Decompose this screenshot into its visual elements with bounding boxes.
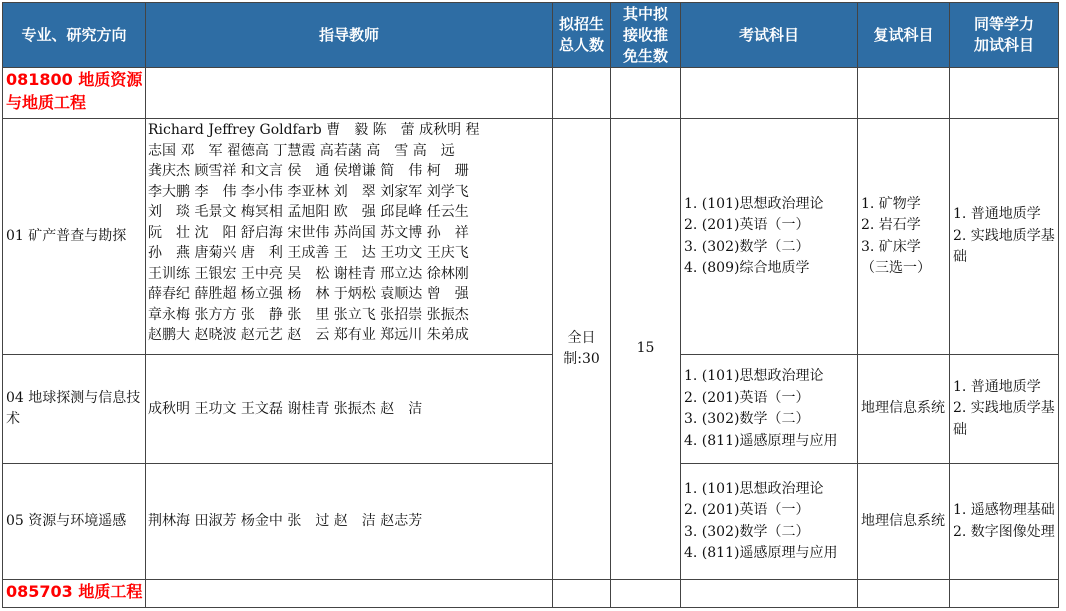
extra-item: 1. 遥感物理基础 — [953, 502, 1055, 518]
advisor-line: 赵鹏大 赵晓波 赵元艺 赵 云 郑有业 郑远川 朱弟成 — [148, 327, 469, 343]
advisors-cell — [146, 355, 553, 464]
exam-cell — [681, 119, 858, 355]
advisor-line: 志国 邓 军 翟德高 丁慧霞 高若菡 高 雪 高 远 — [148, 142, 455, 159]
advisor-line: Richard Jeffrey Goldfarb 曹 毅 陈 蕾 成秋明 程 — [148, 122, 480, 138]
header-extra: 同等学力 加试科目 — [950, 3, 1059, 68]
extra-item: 1. 普通地质学 — [953, 378, 1041, 395]
exam-item: 1. (101)思想政治理论 — [684, 480, 824, 497]
retest-cell — [858, 119, 950, 355]
table-row — [3, 355, 1059, 464]
extra-item: 2. 实践地质学基础 — [953, 400, 1055, 438]
advisor-line: 刘 琰 毛景文 梅冥相 孟旭阳 欧 强 邱昆峰 任云生 — [148, 204, 469, 220]
advisor-line: 王训练 王银宏 王中亮 吴 松 谢桂青 邢立达 徐林刚 — [148, 265, 469, 282]
exam-item: 2. (201)英语（一） — [684, 389, 810, 406]
advisor-line: 章永梅 张方方 张 静 张 里 张立飞 张招崇 张振杰 — [148, 306, 469, 323]
advisor-line: 龚庆杰 顾雪祥 和文言 侯 通 侯增谦 简 伟 柯 珊 — [148, 163, 469, 179]
extra-item: 1. 普通地质学 — [953, 206, 1041, 223]
direction-cell: 04 地球探测与信息技术 — [3, 355, 146, 464]
exam-item: 3. (302)数学（二） — [684, 523, 810, 540]
extra-item: 2. 实践地质学基础 — [953, 227, 1055, 266]
direction-cell: 05 资源与环境遥感 — [3, 464, 146, 580]
section-title: 081800 地质资源与地质工程 — [3, 68, 146, 119]
retest-item: 3. 矿床学 — [861, 238, 921, 255]
table-row — [3, 464, 1059, 580]
exam-item: 2. (201)英语（一） — [684, 217, 810, 233]
advisor-line: 薛春纪 薛胜超 杨立强 杨 林 于炳松 袁顺达 曾 强 — [148, 286, 469, 302]
header-advisors: 指导教师 — [146, 3, 553, 68]
table-row — [3, 119, 1059, 355]
retest-item: 地理信息系统 — [861, 400, 945, 417]
advisors-cell — [146, 119, 553, 355]
header-major: 专业、研究方向 — [3, 3, 146, 68]
table-header-row — [3, 3, 1059, 68]
advisor-line: 荆林海 田淑芳 杨金中 张 过 赵 洁 赵志芳 — [148, 513, 423, 530]
exam-item: 4. (811)遥感原理与应用 — [684, 545, 838, 561]
advisors-cell — [146, 464, 553, 580]
section-row-081800 — [3, 68, 1059, 119]
advisor-line: 李大鹏 李 伟 李小伟 李亚林 刘 翠 刘家军 刘学飞 — [148, 183, 469, 200]
exam-item: 4. (811)遥感原理与应用 — [684, 432, 838, 449]
admissions-table — [2, 2, 1059, 608]
exam-cell — [681, 355, 858, 464]
section-row-085703 — [3, 580, 1059, 608]
section-title: 085703 地质工程 — [3, 580, 146, 608]
retest-item: （三选一） — [861, 260, 931, 276]
exam-item: 4. (809)综合地质学 — [684, 260, 810, 276]
exempt-total-cell: 15 — [611, 119, 681, 580]
exam-item: 1. (101)思想政治理论 — [684, 368, 824, 384]
header-exempt: 其中拟 接收推 免生数 — [611, 3, 681, 68]
retest-item: 地理信息系统 — [861, 512, 945, 529]
exam-item: 3. (302)数学（二） — [684, 411, 810, 427]
exam-item: 3. (302)数学（二） — [684, 238, 810, 255]
exam-item: 2. (201)英语（一） — [684, 502, 810, 518]
advisor-line: 阮 壮 沈 阳 舒启海 宋世伟 苏尚国 苏文博 孙 祥 — [148, 224, 469, 241]
advisor-line: 孙 燕 唐菊兴 唐 利 王成善 王 达 王功文 王庆飞 — [148, 245, 469, 261]
retest-item: 1. 矿物学 — [861, 195, 921, 212]
extra-cell — [950, 119, 1059, 355]
direction-cell: 01 矿产普查与勘探 — [3, 119, 146, 355]
extra-item: 2. 数字图像处理 — [953, 523, 1055, 540]
exam-cell — [681, 464, 858, 580]
header-plan: 拟招生 总人数 — [553, 3, 611, 68]
retest-cell — [858, 355, 950, 464]
plan-total-cell: 全日制:30 — [553, 119, 611, 580]
exam-item: 1. (101)思想政治理论 — [684, 195, 824, 212]
extra-cell — [950, 355, 1059, 464]
retest-cell — [858, 464, 950, 580]
advisor-line: 成秋明 王功文 王文磊 谢桂青 张振杰 赵 洁 — [148, 400, 423, 417]
header-retest: 复试科目 — [858, 3, 950, 68]
header-exam: 考试科目 — [681, 3, 858, 68]
extra-cell — [950, 464, 1059, 580]
retest-item: 2. 岩石学 — [861, 217, 921, 233]
